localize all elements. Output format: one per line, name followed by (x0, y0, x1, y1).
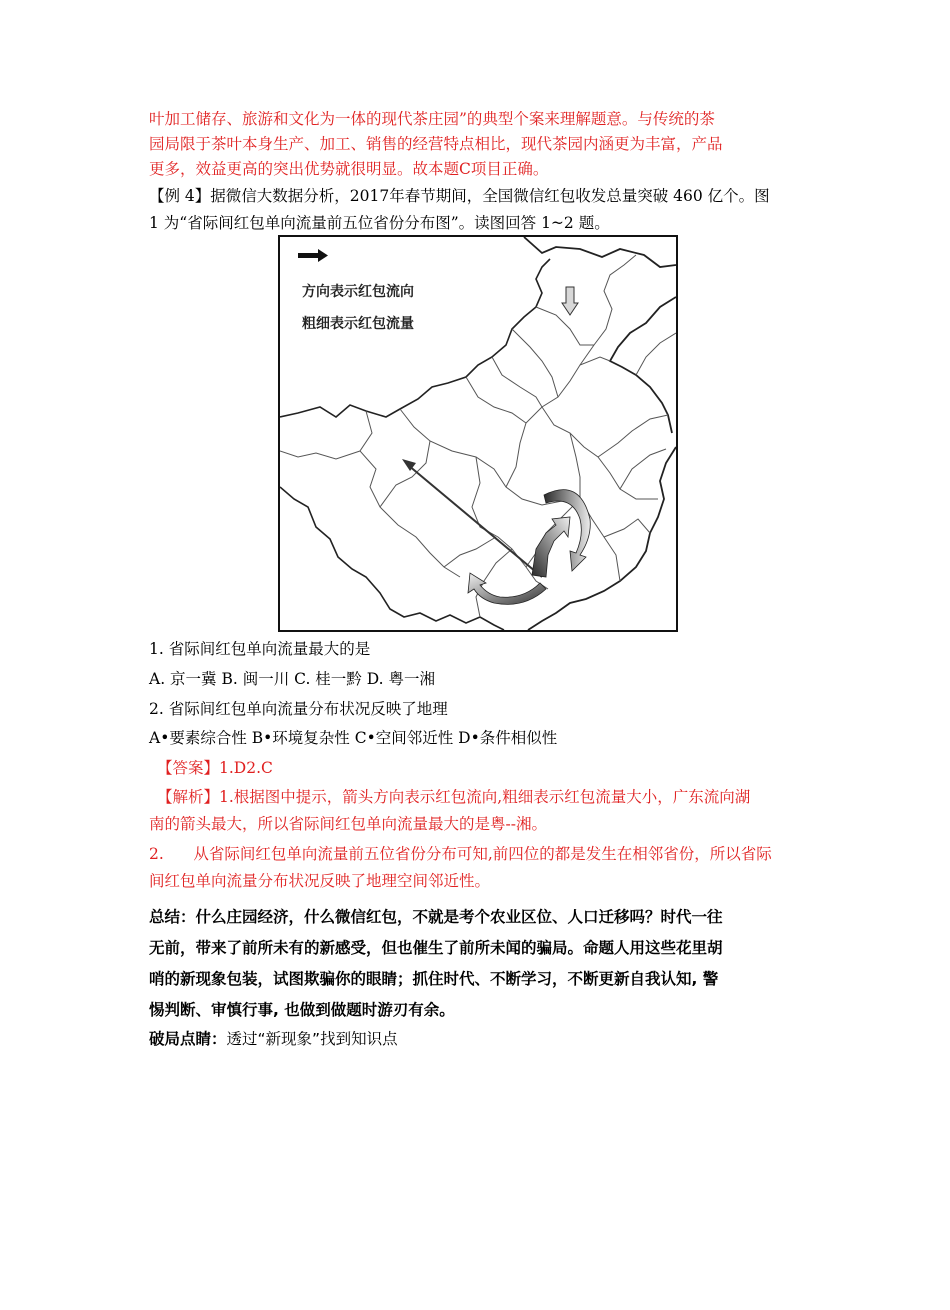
intro-line-3: 更多，效益更高的突出优势就很明显。故本题C项目正确。 (149, 160, 549, 178)
flow-arrow-beijing-hebei (562, 287, 578, 315)
analysis-line-1: 【解析】1.根据图中提示，箭头方向表示红包流向,粗细表示红包流量大小，广东流向湖 (157, 788, 751, 806)
tip-line (149, 1026, 805, 1052)
intro-line-2: 园局限于茶叶本身生产、加工、销售的经营特点相比，现代茶园内涵更为丰富，产品 (149, 135, 723, 153)
flow-arrow-curved-south (468, 573, 546, 604)
example-line-1: 【例 4】据微信大数据分析，2017年春节期间，全国微信红包收发总量突破 460 亿个。图 (149, 187, 770, 205)
question-2-stem: 2. 省际间红包单向流量分布状况反映了地理 (149, 700, 448, 718)
legend-direction: 方向表示红包流向 (302, 284, 414, 300)
flow-arrow-guangdong-hunan (532, 517, 570, 577)
tip-label: 破局点睛： (149, 1030, 227, 1048)
answer-line: 【答案】1.D2.C (157, 759, 273, 777)
map-west-boundary (280, 259, 550, 417)
summary-line-3: 哨的新现象包装，试图欺骗你的眼睛；抓住时代、不断学习，不断更新自我认知, 警 (149, 970, 719, 988)
legend-arrow-icon (298, 249, 328, 262)
analysis-line-4: 间红包单向流量分布状况反映了地理空间邻近性。 (149, 872, 491, 890)
question-1-options: A. 京一冀 B. 闽一川 C. 桂一黔 D. 粤一湘 (149, 670, 435, 688)
map-southwest-boundary (280, 487, 504, 630)
analysis-line-2: 南的箭头最大，所以省际间红包单向流量最大的是粤--湘。 (149, 815, 547, 833)
province-borders (280, 255, 676, 617)
map-figure (280, 237, 676, 630)
legend-thickness: 粗细表示红包流量 (302, 316, 414, 332)
intro-line-1: 叶加工储存、旅游和文化为一体的现代茶庄园”的典型个案来理解题意。与传统的茶 (149, 110, 715, 128)
analysis-line-3: 2. 从省际间红包单向流量前五位省份分布可知,前四位的都是发生在相邻省份，所以省际 (149, 845, 772, 863)
summary-line-1: 总结：什么庄园经济，什么微信红包，不就是考个农业区位、人口迁移吗？时代一往 (149, 908, 723, 926)
question-1-stem: 1. 省际间红包单向流量最大的是 (149, 640, 371, 658)
tip-text: 透过“新现象”找到知识点 (226, 1030, 398, 1048)
flow-arrow-fujian-sichuan (402, 459, 542, 577)
question-2-options: A•要素综合性 B•环境复杂性 C•空间邻近性 D•条件相似性 (149, 729, 558, 747)
summary-line-2: 无前，带来了前所未有的新感受，但也催生了前所未闻的骗局。命题人用这些花里胡 (149, 939, 723, 957)
example-line-2: 1 为“省际间红包单向流量前五位省份分布图”。读图回答 1~2 题。 (149, 214, 610, 232)
summary-line-4: 惕判断、审慎行事, 也做到做题时游刃有余。 (149, 1001, 455, 1019)
red-packet-flow-map (278, 235, 678, 632)
